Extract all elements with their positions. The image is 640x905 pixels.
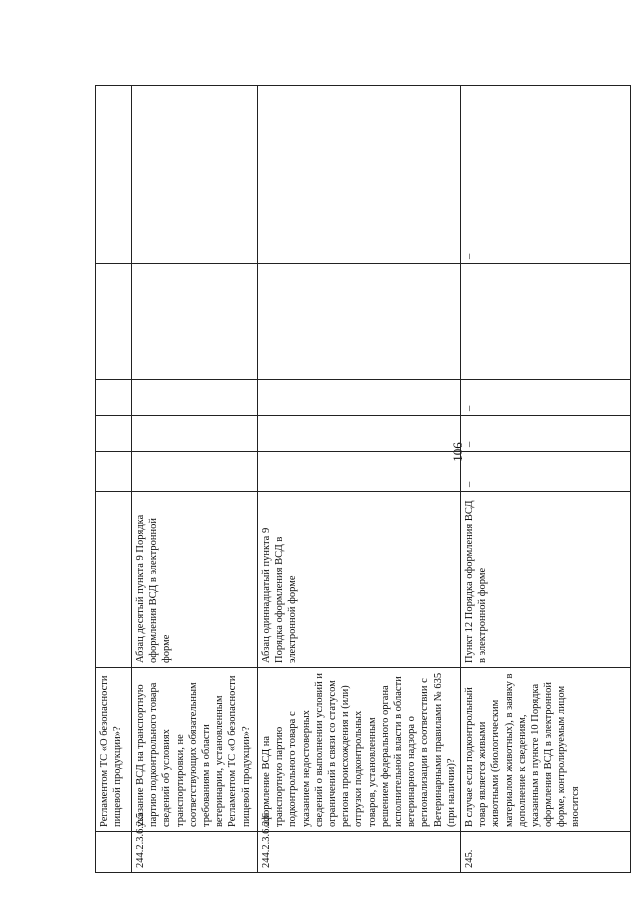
extra-cell: [96, 264, 132, 380]
table-row: [461, 86, 631, 873]
answer-na-cell: –: [461, 380, 631, 416]
comment-cell: [132, 86, 258, 264]
answer-na-cell: [132, 380, 258, 416]
comment-cell: [258, 86, 461, 264]
table-row: [258, 86, 461, 873]
answer-no-cell: –: [461, 416, 631, 452]
comment-cell: [96, 86, 132, 264]
checklist-table: [95, 85, 631, 873]
extra-cell: [132, 264, 258, 380]
table-row: [96, 86, 132, 873]
answer-no-cell: [96, 416, 132, 452]
requirement-cell: Абзац одиннадцатый пункта 9 Порядка оформления ВСД в электронной форме: [258, 492, 461, 668]
answer-yes-cell: –: [461, 452, 631, 492]
question-cell: В случае если подконтрольный товар является живыми животными (биологическим материалом животных), в заявку в дополнение к сведениям, указанным в пункте 10 Порядка оформления ВСД в электронной форме, контролируемым лицом вносится: [461, 668, 631, 832]
rotated-table-wrapper: [95, 86, 625, 873]
extra-cell: [258, 264, 461, 380]
answer-na-cell: [258, 380, 461, 416]
item-number-cell: 245.: [461, 832, 631, 873]
question-cell: оформление ВСД на транспортную партию подконтрольного товара с указанием недостоверных сведений о выполнении условий и ограничений в связи со статусом региона происхождения и (или) отгрузки подконтрольных товаров, установленным решением федерального органа исполнительной власти в области ветеринарного надзора о регионализации в соответствии с Ветеринарными правилами № 635 (при наличии)?: [258, 668, 461, 832]
item-number-cell: 244.2.3.6.2.6: [258, 832, 461, 873]
answer-yes-cell: [132, 452, 258, 492]
item-number-cell: [96, 832, 132, 873]
requirement-cell: [96, 492, 132, 668]
item-number-cell: 244.2.3.6.2.5: [132, 832, 258, 873]
answer-na-cell: [96, 380, 132, 416]
comment-cell: –: [461, 86, 631, 264]
answer-yes-cell: [96, 452, 132, 492]
page-number: 106: [450, 442, 465, 462]
answer-no-cell: [132, 416, 258, 452]
requirement-cell: Абзац десятый пункта 9 Порядка оформления ВСД в электронной форме: [132, 492, 258, 668]
answer-yes-cell: [258, 452, 461, 492]
answer-no-cell: [258, 416, 461, 452]
table-row: [132, 86, 258, 873]
question-cell: указание ВСД на транспортную партию подконтрольного товара сведений об условиях транспортировки, не соответствующих обязательным требованиям в области ветеринарии, установленным Регламентом ТС «О безопасности пищевой продукции»?: [132, 668, 258, 832]
question-cell: Регламентом ТС «О безопасности пищевой продукции»?: [96, 668, 132, 832]
extra-cell: [461, 264, 631, 380]
requirement-cell: Пункт 12 Порядка оформления ВСД в электронной форме: [461, 492, 631, 668]
